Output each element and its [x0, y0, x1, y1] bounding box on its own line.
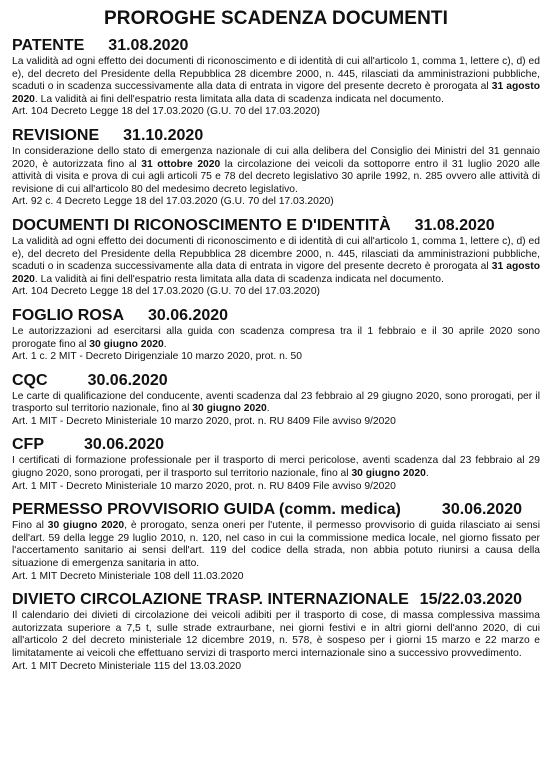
section-body: [12, 146, 540, 196]
section-divieto-circolazione: [12, 590, 540, 673]
body-text: .: [163, 338, 167, 350]
section-permesso-provvisorio: [12, 500, 540, 583]
section-reference: Art. 92 c. 4 Decreto Legge 18 del 17.03.2020 (G.U. 70 del 17.03.2020): [12, 196, 334, 208]
section-reference: Art. 1 MIT Decreto Ministeriale 115 del 13.03.2020: [12, 660, 242, 672]
section-date: 31.08.2020: [108, 37, 189, 54]
body-text: Le autorizzazioni ad esercitarsi alla guida con scadenza compresa tra il 1 febbraio e il 30 aprile 2020 sono prorogate fino al: [12, 325, 540, 350]
section-reference: Art. 1 MIT - Decreto Ministeriale 10 marzo 2020, prot. n. RU 8409 File avviso 9/2020: [12, 480, 396, 492]
body-text: , è prorogato, senza oneri per l'utente, il permesso provvisorio di guida rilasciato ai sensi dell'art. 59 della legge 29 luglio 2010, n. 120, nel caso in cui la commissione medica locale, nel giorno fissato per l'accertamento sanitario ai sensi dell'art. 119 del codice della strada, non abbia potuto riunirsi a causa della situazione di emergenza sanitaria in atto.: [12, 520, 540, 570]
section-body: [12, 326, 540, 351]
section-foglio-rosa: [12, 306, 540, 364]
section-title: PERMESSO PROVVISORIO GUIDA (comm. medica): [12, 501, 401, 519]
body-bold-date: 30 giugno 2020: [89, 338, 164, 350]
section-cqc: [12, 371, 540, 429]
section-reference: Art. 104 Decreto Legge 18 del 17.03.2020 (G.U. 70 del 17.03.2020): [12, 286, 320, 298]
section-date: 30.06.2020: [84, 436, 165, 454]
body-text: Le carte di qualificazione del conducente, aventi scadenza dal 23 febbraio al 29 giugno 2020, sono prorogati, per il trasporto sul territorio nazionale, fino al: [12, 390, 540, 415]
section-heading: [12, 306, 540, 325]
section-reference: Art. 1 c. 2 MIT - Decreto Dirigenziale 10 marzo 2020, prot. n. 50: [12, 351, 302, 363]
section-documenti-riconoscimento: [12, 216, 540, 299]
section-title: CQC: [12, 371, 48, 389]
section-reference: Art. 1 MIT Decreto Ministeriale 108 dell 11.03.2020: [12, 570, 244, 582]
section-heading: [12, 590, 540, 609]
section-heading: [12, 500, 540, 519]
body-bold-date: 30 giugno 2020: [351, 468, 426, 480]
section-body: [12, 56, 540, 106]
section-title: PATENTE: [12, 37, 85, 54]
section-date: 30.06.2020: [148, 306, 229, 324]
body-text: La validità ad ogni effetto dei documenti di riconoscimento e di identità di cui all'articolo 1, comma 1, lettere c), d) ed e), del decreto del Presidente della Repubblica 28 dicembre 2000, n. 445, rilasciati da amministrazioni pubbliche, scaduti o in scadenza successivamente alla data di entrata in vigore del presente decreto è prorogata al: [12, 56, 540, 93]
section-date: 30.06.2020: [441, 501, 522, 519]
body-text: In considerazione dello stato di emergenza nazionale di cui alla delibera del Consiglio dei Ministri del 31 gennaio 2020, è autorizzata fino al: [12, 145, 540, 170]
section-title: DIVIETO CIRCOLAZIONE TRASP. INTERNAZIONALE: [12, 591, 409, 609]
body-bold-date: 31 agosto 2020: [12, 261, 540, 285]
body-text: I certificati di formazione professionale per il trasporto di merci pericolose, aventi scadenza dal 23 febbraio al 29 giugno 2020, sono prorogati, per il trasporto sul territorio nazionale, fino al: [12, 455, 540, 480]
section-title: REVISIONE: [12, 126, 100, 144]
document-title: PROROGHE SCADENZA DOCUMENTI: [103, 8, 448, 29]
section-body: [12, 520, 540, 570]
body-text: Il calendario dei divieti di circolazione dei veicoli adibiti per il trasporto di cose, di massa complessiva massima autorizzata superiore a 7,5 t, sulle strade extraurbane, nei giorni festivi e in altri giorni dell'anno 2020, di cui all'articolo 2 del decreto ministeriale 12 dicembre 2019, n. 578, è sospeso per i giorni 15 marzo e 22 marzo e limitatamente ai veicoli che effettuano servizi di trasporto merci internazionale sino a successivo provvedimento.: [12, 610, 540, 659]
section-reference: Art. 104 Decreto Legge 18 del 17.03.2020 (G.U. 70 del 17.03.2020): [12, 106, 320, 118]
section-title: CFP: [12, 436, 44, 454]
section-heading: [12, 435, 540, 454]
section-reference: Art. 1 MIT - Decreto Ministeriale 10 marzo 2020, prot. n. RU 8409 File avviso 9/2020: [12, 415, 396, 427]
body-text: . La validità ai fini dell'espatrio resta limitata alla data di scadenza indicata nel documento.: [34, 93, 444, 105]
section-date: 31.08.2020: [414, 216, 495, 234]
section-date: 31.10.2020: [123, 126, 204, 144]
body-text: la circolazione dei veicoli da sottoporre entro il 31 luglio 2020 alle attività di visita e prova di cui agli articoli 75 e 78 del decreto legislativo 30 aprile 1992, n. 285 ovvero alle attività di revisione di cui all'articolo 80 del medesimo decreto legislativo.: [12, 158, 541, 195]
body-bold-date: 31 agosto 2020: [12, 81, 540, 105]
section-body: [12, 391, 540, 416]
section-cfp: [12, 435, 540, 493]
section-heading: [12, 216, 540, 235]
section-body: [12, 236, 540, 286]
body-bold-date: 30 giugno 2020: [192, 403, 267, 415]
body-text: . La validità ai fini dell'espatrio resta limitata alla data di scadenza indicata nel documento.: [34, 273, 444, 285]
body-bold-date: 30 giugno 2020: [47, 520, 125, 532]
body-text: .: [425, 468, 429, 480]
section-heading: [12, 126, 540, 145]
section-body: [12, 610, 540, 660]
section-title: DOCUMENTI DI RICONOSCIMENTO E D'IDENTITÀ: [12, 216, 391, 234]
section-heading: [12, 371, 540, 390]
section-revisione: [12, 126, 540, 209]
section-date: 15/22.03.2020: [419, 591, 522, 609]
section-patente: [12, 36, 540, 119]
body-text: .: [266, 403, 270, 415]
section-title: FOGLIO ROSA: [12, 306, 124, 324]
section-body: [12, 455, 540, 480]
section-heading: [12, 36, 540, 55]
body-text: La validità ad ogni effetto dei documenti di riconoscimento e di identità di cui all'articolo 1, comma 1, lettere c), d) ed e), del decreto del Presidente della Repubblica 28 dicembre 2000, n. 445, rilasciati da amministrazioni pubbliche, scaduti o in scadenza successivamente alla data di entrata in vigore del presente decreto è prorogata al: [12, 235, 540, 273]
body-text: Fino al: [12, 520, 48, 532]
section-date: 30.06.2020: [87, 371, 168, 389]
body-bold-date: 31 ottobre 2020: [141, 158, 221, 170]
